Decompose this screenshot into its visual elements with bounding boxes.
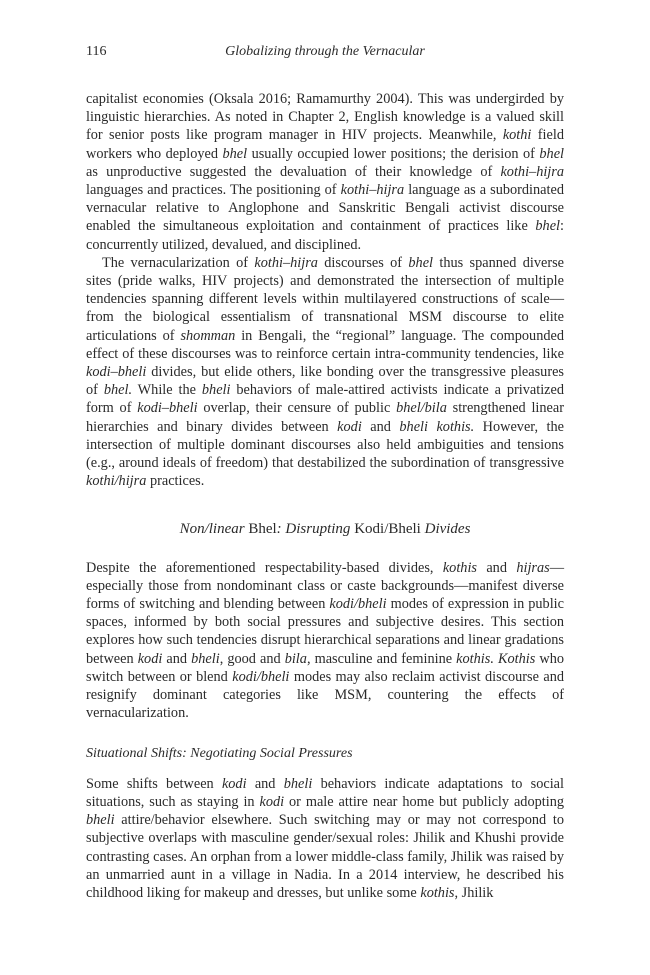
text-run: thus spanned diverse sites (pride walks, HIV projects) and demonstrated the intersection of multiple tendencies spanning different levels within multilayered constructions of scale—from the biological essentialism of transnational MSM discourse to elite articulations of [86, 254, 564, 344]
text-run: languages and practices. The positioning of [86, 182, 341, 199]
text-run: modes may also reclaim activist discourse and resignify dominant categories like MSM, countering the effects of vernacularization. [86, 668, 564, 722]
text-run: and [361, 418, 400, 435]
text-run: Despite the aforementioned respectability-based divides, [86, 559, 443, 576]
text-run: While the [132, 382, 202, 399]
text-run: bheli [283, 775, 313, 792]
text-run: kodi–bheli [86, 364, 147, 381]
text-run: divides, but elide others, like bonding over the transgressive pleasures of [86, 364, 564, 399]
text-run: Divides [420, 521, 471, 538]
text-run: Kodi/Bheli [354, 521, 421, 538]
text-run: kodi [221, 775, 247, 792]
text-run: kothi–hijra [500, 163, 564, 180]
text-run: and [476, 559, 517, 576]
text-run: overlap, their censure of public [197, 400, 397, 417]
text-run: who switch between or blend [86, 650, 564, 685]
text-run: usually occupied lower positions; the derision of [247, 145, 540, 162]
text-run: kothi/hijra [86, 473, 147, 490]
paragraph-1 [86, 90, 564, 254]
text-run: behaviors indicate adaptations to social situations, such as staying in [86, 775, 564, 810]
text-run: kodi [337, 418, 362, 435]
text-run: and [246, 775, 284, 792]
running-title: Globalizing through the Vernacular [225, 44, 425, 59]
text-run: language as a subordinated vernacular relative to Anglophone and Sanskritic Bengali activist discourse enabled the simultaneous exploitation and containment of practices like [86, 182, 564, 235]
text-run: practices. [146, 473, 205, 490]
text-run: , masculine and feminine [306, 650, 457, 667]
text-run: kothis [420, 884, 455, 901]
text-run: , good and [219, 650, 285, 667]
running-head [86, 44, 564, 64]
text-run: behaviors of male-attired activists indicate a privatized form of [86, 382, 565, 417]
text-run: shomman [180, 327, 236, 344]
text-run: kothis [442, 559, 477, 576]
text-run: kodi/bheli [232, 668, 290, 685]
text-run: Non/linear [179, 521, 245, 538]
text-run: kodi–bheli [137, 400, 198, 417]
paragraph-4 [86, 775, 564, 902]
text-run: discourses of [317, 254, 409, 271]
text-run: bheli kothis. [399, 418, 475, 435]
text-run: bhel [408, 254, 434, 271]
text-run: kothi [502, 127, 532, 144]
text-run: bhel [222, 145, 248, 162]
text-run: bheli [201, 382, 231, 399]
text-run: The vernacularization of [102, 254, 255, 271]
section-heading [86, 520, 564, 538]
paragraph-3 [86, 559, 564, 723]
subsection-heading: Situational Shifts: Negotiating Social Pressures [86, 745, 353, 761]
text-run: : concurrently utilized, devalued, and disciplined. [86, 218, 564, 253]
text-run: Some shifts between [86, 775, 222, 792]
text-run: or male attire near home but publicly adopting [284, 793, 564, 810]
text-run: bhel [535, 218, 561, 235]
text-run: field workers who deployed [86, 127, 564, 162]
text-run: bhel/bila [396, 400, 447, 417]
text-run: kothi–hijra [340, 182, 405, 199]
text-run: kodi [137, 650, 163, 667]
text-run: bheli [86, 812, 115, 829]
page-number: 116 [86, 44, 107, 59]
text-run: bila [284, 650, 307, 667]
text-run: kodi/bheli [329, 596, 387, 613]
text-run: bhel [539, 145, 565, 162]
text-run: , Jhilik [454, 884, 494, 901]
text-run: However, the intersection of multiple dominant discourses also held ambiguities and tensions (e.g., around ideals of freedom) that destabilized the subordination of transgressive [86, 418, 564, 472]
text-run: hijras [516, 559, 550, 576]
text-run: kodi [259, 793, 285, 810]
text-run: Bhel [244, 521, 277, 538]
text-run: attire/behavior elsewhere. Such switching may or may not correspond to subjective overlaps with masculine gender/sexual roles: Jhilik and Khushi provide contrasting cases. An orphan from a lower middle-class family, Jhilik was raised by an unmarried aunt in a village in Nadia. In a 2014 interview, he described his childhood liking for makeup and dresses, but unlike some [86, 812, 564, 901]
text-run: kothis. [456, 650, 494, 667]
text-run: modes of expression in public spaces, informed by both social pressures and subjective desires. This section explores how such tendencies disrupt hierarchical separations and linear gradations between [86, 596, 564, 667]
text-run: kothi–hijra [254, 254, 318, 271]
paragraph-2 [86, 254, 564, 491]
text-run: Kothis [497, 650, 536, 667]
text-run: as unproductive suggested the devaluation of their knowledge of [86, 163, 501, 180]
text-run: capitalist economies (Oksala 2016; Ramamurthy 2004). This was undergirded by linguistic hierarchies. As noted in Chapter 2, English knowledge is a valued skill for senior posts like program manager in HIV projects. Meanwhile, [86, 91, 564, 144]
text-run: : Disrupting [276, 521, 355, 538]
text-run: bheli [191, 650, 220, 667]
body-text [86, 90, 564, 902]
text-run: and [162, 650, 192, 667]
text-run: in Bengali, the “regional” language. The compounded effect of these discourses was to reinforce certain intra-community tendencies, like [86, 327, 564, 362]
text-run: strengthened linear hierarchies and binary divides between [86, 400, 564, 435]
text-run: bhel. [103, 382, 133, 399]
text-run: —especially those from nondominant class or caste backgrounds—manifest diverse forms of switching and blending between [86, 559, 565, 613]
